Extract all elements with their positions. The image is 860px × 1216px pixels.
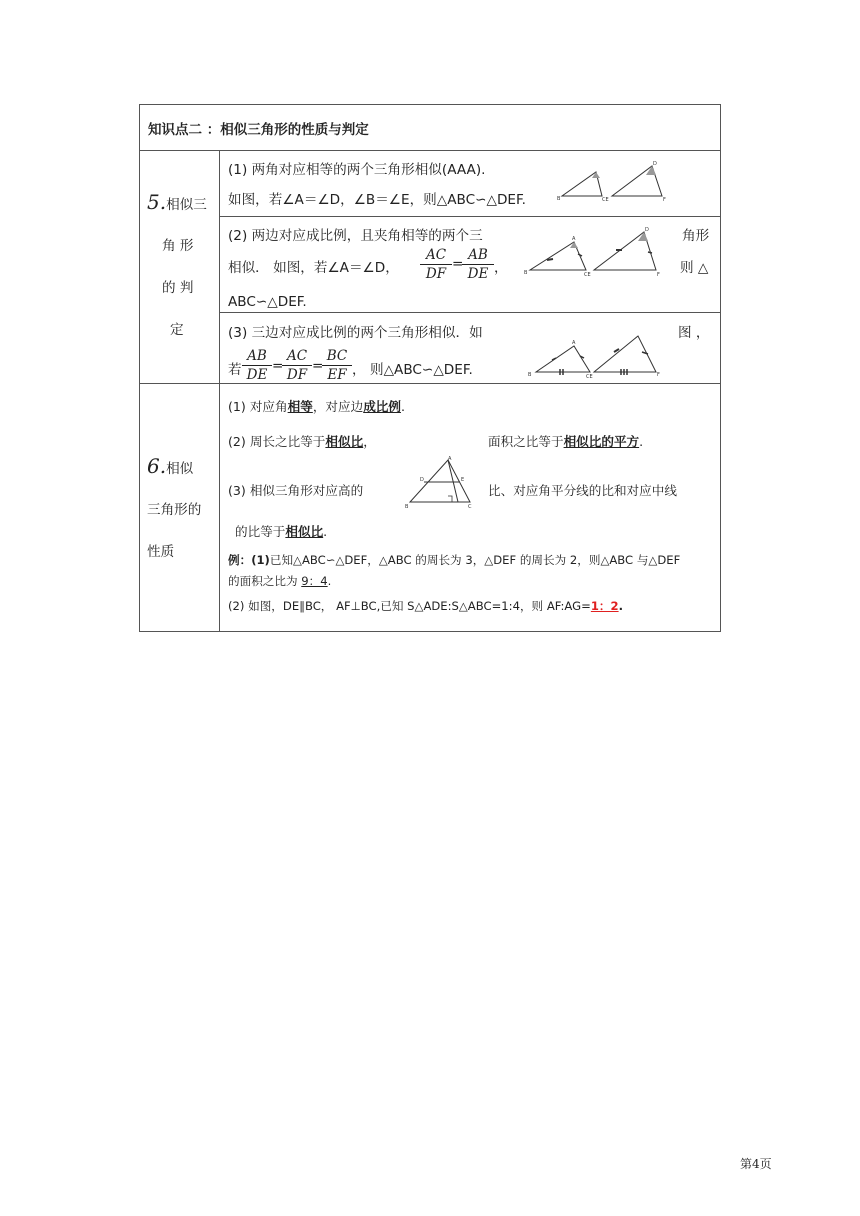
comma-2: ， <box>352 362 366 378</box>
judge-label-l4: 定 <box>170 322 184 338</box>
svg-text:F: F <box>657 272 660 278</box>
svg-text:E: E <box>461 477 465 483</box>
fraction-ab-de-2: AB DE <box>242 347 272 384</box>
prop-label: 6.相似 <box>147 454 194 478</box>
svg-text:F: F <box>657 372 660 378</box>
equals-sign: = <box>452 256 464 272</box>
svg-text:D: D <box>420 477 424 483</box>
judge-3-line1: (3) 三边对应成比例的两个三角形相似．如 <box>228 325 483 341</box>
prop-3b: 比、对应角平分线的比和对应中线 <box>488 483 677 498</box>
fraction-bc-ef: BC EF <box>322 347 352 384</box>
prop-label-l3: 性质 <box>147 544 175 560</box>
equals-sign-1: = <box>272 358 284 374</box>
judge-2-then: 则 △ <box>680 260 709 276</box>
judge-label-l3: 的 判 <box>162 280 194 296</box>
judge-3-ruo: 若 <box>228 362 242 378</box>
altitude-triangle-figure <box>404 456 480 512</box>
svg-text:F: F <box>663 197 666 203</box>
triangles-sss-figure <box>524 332 664 380</box>
prop-2b: 面积之比等于相似比的平方. <box>488 434 644 449</box>
judge-label: 5.相似三 <box>147 190 207 214</box>
prop-3c: 的比等于相似比. <box>235 524 328 539</box>
section-title: 知识点二 ：相似三角形的性质与判定 <box>148 122 369 138</box>
svg-text:A: A <box>448 456 452 462</box>
judge-2-line1-end: 角形 <box>682 228 710 244</box>
svg-text:A: A <box>572 236 576 242</box>
svg-text:B: B <box>524 270 528 276</box>
judge-3-then: 则△ABC∽△DEF. <box>370 362 473 378</box>
equals-sign-2: = <box>312 358 324 374</box>
prop-3a: (3) 相似三角形对应高的 <box>228 483 364 498</box>
judge-2-line2: 相似． 如图，若∠A＝∠D， <box>228 260 399 276</box>
judge-label-l2: 角 形 <box>162 238 194 254</box>
example-1-line2: 的面积之比为 9：4. <box>228 574 332 588</box>
fraction-ab-de: AB DE <box>462 246 494 283</box>
example-2: (2) 如图，DE∥BC， AF⊥BC,已知 S△ADE:S△ABC=1:4，则 AF:AG=1：2. <box>228 599 623 613</box>
prop-1: (1) 对应角相等，对应边成比例. <box>228 399 405 414</box>
judge-2-line1: (2) 两边对应成比例，且夹角相等的两个三 <box>228 228 483 244</box>
prop-label-l2: 三角形的 <box>147 502 202 518</box>
svg-text:C: C <box>468 504 472 510</box>
judge-label-cell <box>140 151 220 384</box>
prop-2a: (2) 周长之比等于相似比， <box>228 434 376 449</box>
prop-label-num: 6. <box>147 454 167 478</box>
judge-3-line1-end: 图 ， <box>678 325 710 341</box>
svg-text:A: A <box>572 340 576 346</box>
judge-1-line1: (1) 两角对应相等的两个三角形相似(AAA). <box>228 162 486 178</box>
judge-label-num: 5. <box>147 190 167 214</box>
svg-text:D: D <box>653 161 657 167</box>
triangles-aa-figure <box>556 160 668 204</box>
example-1-line1: 例：(1)已知△ABC∽△DEF，△ABC 的周长为 3，△DEF 的周长为 2，则△ABC 与△DEF <box>228 553 681 567</box>
fraction-ac-df-2: AC DF <box>282 347 312 384</box>
page-number: 第4页 <box>740 1157 772 1171</box>
judge-2-line3: ABC∽△DEF. <box>228 294 307 310</box>
triangles-sas-figure <box>520 226 668 278</box>
svg-text:B: B <box>557 196 561 202</box>
svg-text:D: D <box>645 227 649 233</box>
svg-text:CE: CE <box>586 374 593 380</box>
comma: ， <box>494 260 508 276</box>
svg-text:B: B <box>528 372 532 378</box>
judge-1-line2: 如图，若∠A＝∠D，∠B＝∠E，则△ABC∽△DEF. <box>228 192 526 208</box>
svg-text:B: B <box>405 504 409 510</box>
svg-text:CE: CE <box>602 197 609 203</box>
svg-text:CE: CE <box>584 272 591 278</box>
fraction-ac-df: AC DF <box>420 246 452 283</box>
